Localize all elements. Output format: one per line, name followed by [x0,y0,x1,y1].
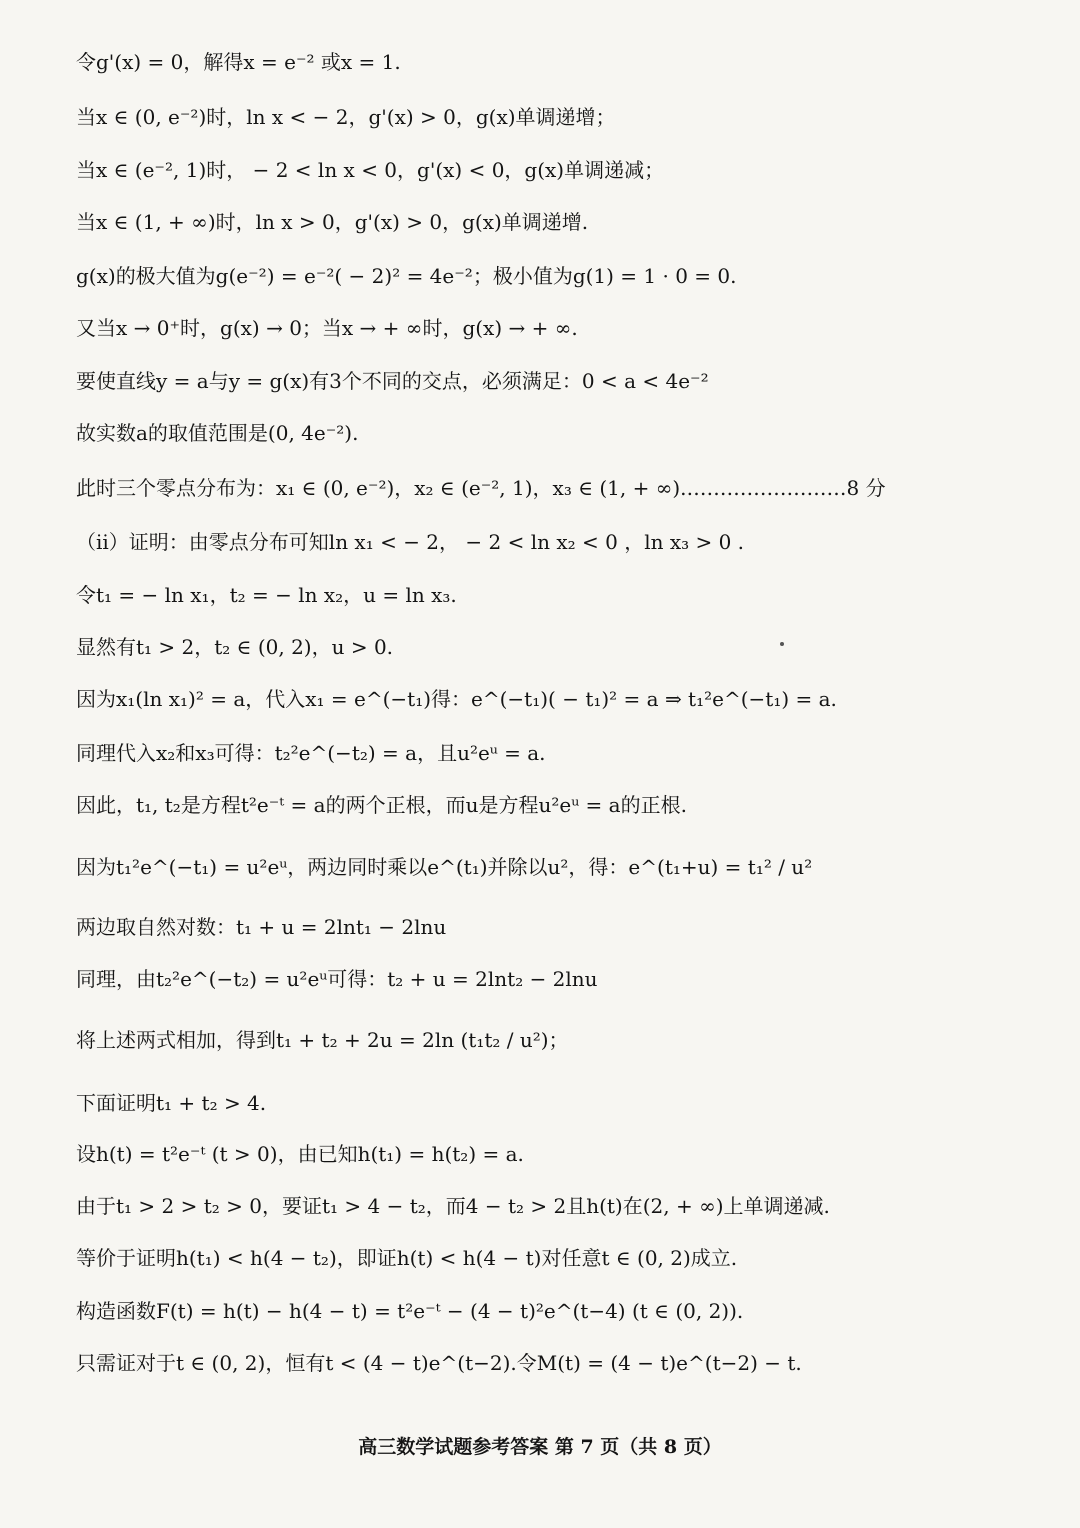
solution-line-17: 两边取自然对数：t₁ + u = 2lnt₁ − 2lnu [76,915,447,939]
solution-line-2: 当x ∈ (0, e⁻²)时，ln x < − 2，g'(x) > 0，g(x)单调递增； [76,105,616,129]
solution-line-3: 当x ∈ (e⁻², 1)时， − 2 < ln x < 0，g'(x) < 0，g(x)单调递减； [76,158,665,182]
solution-line-10: （ii）证明：由零点分布可知ln x₁ < − 2， − 2 < ln x₂ < 0 ，ln x₃ > 0 . [76,530,745,554]
page-footer: 高三数学试题参考答案 第 7 页（共 8 页） [358,1436,722,1458]
solution-line-19: 将上述两式相加，得到t₁ + t₂ + 2u = 2ln (t₁t₂ / u²)； [76,1028,569,1052]
solution-line-18: 同理，由t₂²e^(−t₂) = u²eᵘ可得：t₂ + u = 2lnt₂ − 2lnu [76,967,598,991]
solution-line-21: 设h(t) = t²e⁻ᵗ (t > 0)，由已知h(t₁) = h(t₂) = a. [76,1142,524,1166]
solution-line-5: g(x)的极大值为g(e⁻²) = e⁻²( − 2)² = 4e⁻²；极小值为g(1) = 1 · 0 = 0. [76,264,737,288]
solution-line-24: 构造函数F(t) = h(t) − h(4 − t) = t²e⁻ᵗ − (4 − t)²e^(t−4) (t ∈ (0, 2)). [76,1299,744,1323]
solution-line-15: 因此，t₁, t₂是方程t²e⁻ᵗ = a的两个正根，而u是方程u²eᵘ = a的正根. [76,793,687,817]
solution-line-9: 此时三个零点分布为：x₁ ∈ (0, e⁻²)，x₂ ∈ (e⁻², 1)，x₃ ∈ (1, + ∞).……………………8 分 [76,476,886,500]
solution-line-4: 当x ∈ (1, + ∞)时，ln x > 0，g'(x) > 0，g(x)单调递增. [76,210,589,234]
solution-line-12: 显然有t₁ > 2，t₂ ∈ (0, 2)，u > 0. [76,635,394,659]
solution-line-25: 只需证对于t ∈ (0, 2)，恒有t < (4 − t)e^(t−2).令M(t) = (4 − t)e^(t−2) − t. [76,1351,802,1375]
solution-line-16: 因为t₁²e^(−t₁) = u²eᵘ，两边同时乘以e^(t₁)并除以u²，得：e^(t₁+u) = t₁² / u² [76,855,813,879]
solution-line-22: 由于t₁ > 2 > t₂ > 0，要证t₁ > 4 − t₂，而4 − t₂ > 2且h(t)在(2, + ∞)上单调递减. [76,1194,830,1218]
speck [780,642,784,646]
solution-line-20: 下面证明t₁ + t₂ > 4. [76,1091,267,1115]
solution-line-13: 因为x₁(ln x₁)² = a，代入x₁ = e^(−t₁)得：e^(−t₁)( − t₁)² = a ⇒ t₁²e^(−t₁) = a. [76,687,837,711]
solution-line-14: 同理代入x₂和x₃可得：t₂²e^(−t₂) = a，且u²eᵘ = a. [76,741,546,765]
solution-line-6: 又当x → 0⁺时，g(x) → 0；当x → + ∞时，g(x) → + ∞. [76,316,578,340]
solution-line-8: 故实数a的取值范围是(0, 4e⁻²). [76,421,359,445]
solution-line-1: 令g'(x) = 0，解得x = e⁻² 或x = 1. [76,50,401,74]
solution-line-23: 等价于证明h(t₁) < h(4 − t₂)，即证h(t) < h(4 − t)对任意t ∈ (0, 2)成立. [76,1246,738,1270]
solution-line-11: 令t₁ = − ln x₁，t₂ = − ln x₂，u = ln x₃. [76,583,457,607]
solution-line-7: 要使直线y = a与y = g(x)有3个不同的交点，必须满足：0 < a < 4e⁻² [76,369,709,393]
